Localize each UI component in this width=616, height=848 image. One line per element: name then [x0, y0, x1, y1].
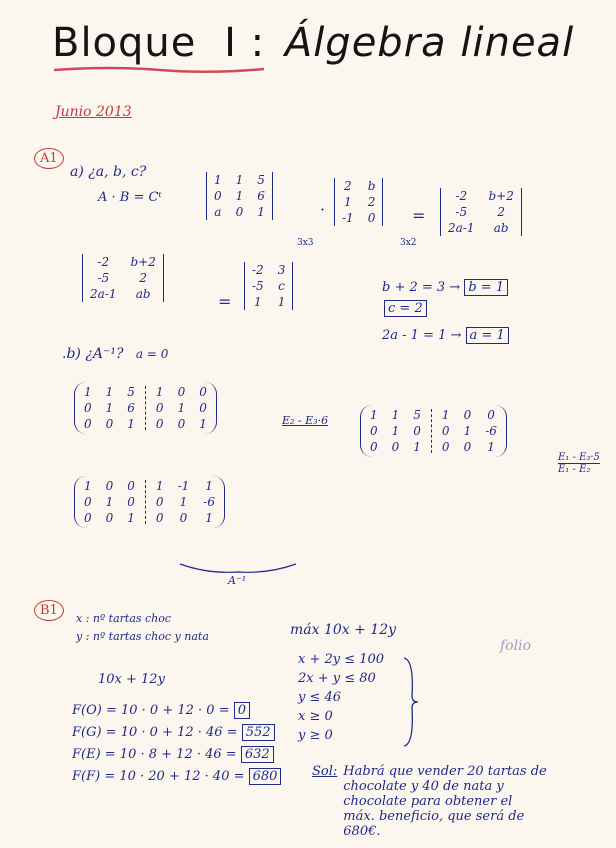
solution-line: máx. beneficio, que será de: [343, 809, 525, 824]
matrix-cell: 1: [84, 385, 92, 399]
matrix-cell: 0: [84, 417, 92, 431]
matrix-cell: 2: [367, 195, 376, 209]
matrix-cell: 1: [344, 195, 352, 209]
matrix-cell: 0: [155, 401, 164, 415]
matrix-row: [83, 286, 164, 302]
matrix-cell: 0: [235, 205, 244, 219]
session-label: Junio 2013: [55, 104, 132, 120]
matrix-row: [363, 407, 428, 423]
evaluations: [72, 700, 281, 788]
matrix-cell: -6: [203, 495, 215, 509]
dot-operator: ·: [320, 200, 326, 219]
title-colon: :: [250, 20, 266, 66]
matrix-cell: 0: [105, 479, 114, 493]
a1-question-b-text: .b) ¿A⁻¹?: [62, 346, 124, 362]
matrix-row: [77, 478, 142, 494]
matrix-cell: 0: [463, 408, 472, 422]
title-underline: [50, 64, 270, 74]
matrix-cell: 1: [370, 408, 378, 422]
evaluation-value: 0: [234, 702, 250, 719]
matrix-cell: 1: [413, 440, 421, 454]
evaluation-row: [72, 744, 281, 766]
row-op-2b: E₁ - E₂: [558, 464, 591, 475]
title-algebra: Álgebra lineal: [284, 20, 575, 66]
matrix-cell: 0: [155, 511, 164, 525]
matrix-row: [335, 194, 383, 210]
solution-c-box: c = 2: [384, 300, 427, 317]
matrix-result: [440, 188, 522, 236]
equals-1: =: [412, 206, 426, 225]
matrix-cell: 0: [370, 440, 378, 454]
matrix-cell: 0: [179, 511, 188, 525]
matrix-cell: 0: [214, 189, 222, 203]
evaluation-value: 680: [249, 768, 282, 785]
matrix-cell: b+2: [130, 255, 156, 269]
solution-a-box: a = 1: [466, 327, 509, 344]
matrix-cell: 1: [155, 479, 164, 493]
matrix-row: [435, 439, 504, 455]
matrix-cell: 1: [235, 189, 244, 203]
matrix-cell: 1: [257, 205, 265, 219]
matrix-cell: a: [214, 205, 222, 219]
matrix-row: [363, 423, 428, 439]
matrix-row: [77, 494, 142, 510]
matrix-cell: -1: [177, 479, 190, 493]
matrix-cell: 1: [105, 401, 114, 415]
row-op-2a: E₁ - E₃·5: [558, 452, 600, 463]
matrix-b: [334, 178, 383, 226]
solution-line: 680€.: [343, 824, 381, 839]
matrix-row: [335, 210, 383, 226]
matrix-row: [149, 510, 222, 526]
matrix-cell: -5: [97, 271, 110, 285]
matrix-cell: 1: [177, 401, 186, 415]
matrix-cell: 1: [254, 295, 262, 309]
title-bloque: Bloque: [52, 20, 197, 66]
matrix-cell: 1: [127, 511, 135, 525]
matrix-cell: -5: [455, 205, 468, 219]
matrix-cell: ab: [135, 287, 151, 301]
matrix-row: [149, 478, 222, 494]
constraint: y ≥ 0: [298, 728, 333, 743]
solution-b-expr: b + 2 = 3 →: [382, 280, 461, 295]
solution-text: [312, 764, 547, 839]
matrix-cell: 3: [277, 263, 286, 277]
a1-question-b-note: a = 0: [135, 347, 169, 361]
matrix-cell: -6: [485, 424, 497, 438]
matrix-row: [207, 204, 273, 220]
page-title: [52, 20, 574, 66]
constraint: 2x + y ≤ 80: [298, 671, 376, 686]
augmented-matrix-2: [360, 405, 507, 457]
var-x: x : nº tartas choc: [76, 612, 172, 625]
matrix-cell: 1: [391, 408, 400, 422]
function-expr: 10x + 12y: [98, 672, 165, 687]
matrix-cell: -2: [97, 255, 110, 269]
matrix-cell: 1: [277, 295, 286, 309]
matrix-b-size: 3x2: [400, 238, 417, 248]
row-op-1: E₂ - E₃·6: [282, 414, 329, 427]
solution-c: [384, 301, 427, 316]
matrix-cell: 0: [441, 440, 450, 454]
matrix-row: [335, 178, 383, 194]
inverse-label: A⁻¹: [228, 574, 247, 587]
matrix-cell: 2: [497, 205, 505, 219]
solution-line: Habrá que vender 20 tartas de: [343, 764, 547, 779]
matrix-cell: 2a-1: [448, 221, 475, 235]
evaluation-row: [72, 722, 281, 744]
matrix-cell: c: [278, 279, 285, 293]
matrix-row: [245, 262, 293, 278]
matrix-cell: 0: [84, 495, 92, 509]
matrix-cell: -2: [455, 189, 468, 203]
matrix-cell: 0: [127, 479, 135, 493]
matrix-cell: 0: [105, 417, 114, 431]
matrix-row: [435, 407, 504, 423]
evaluation-value: 552: [242, 724, 275, 741]
matrix-row: [245, 294, 293, 310]
matrix-cell: 6: [127, 401, 135, 415]
matrix-cell: b+2: [488, 189, 514, 203]
a1-equation: A · B = Cᵗ: [98, 190, 162, 205]
matrix-cell: 1: [441, 408, 450, 422]
matrix-cell: 0: [155, 417, 164, 431]
matrix-cell: 0: [199, 385, 207, 399]
a1-question-b: [62, 346, 168, 362]
augmented-matrix-1: [74, 382, 217, 434]
evaluation-expr: F(G) = 10 · 0 + 12 · 46 =: [72, 725, 238, 740]
constraint: y ≤ 46: [298, 690, 342, 705]
matrix-cell: 2: [139, 271, 147, 285]
matrix-cell: 2a-1: [90, 287, 117, 301]
matrix-cell: 0: [487, 408, 495, 422]
row-op-2: [558, 452, 600, 475]
solution-line: chocolate para obtener el: [343, 794, 513, 809]
matrix-cell: 1: [105, 495, 114, 509]
objective: máx 10x + 12y: [290, 622, 397, 638]
evaluation-expr: F(E) = 10 · 8 + 12 · 46 =: [72, 747, 237, 762]
constraint: x ≥ 0: [298, 709, 333, 724]
matrix-cell: 0: [199, 401, 207, 415]
title-numeral: I: [224, 20, 237, 66]
matrix-cell: 1: [205, 479, 213, 493]
a1-question-a: a) ¿a, b, c?: [70, 164, 147, 180]
matrix-cell: 1: [127, 417, 135, 431]
matrix-row: [149, 494, 222, 510]
matrix-row: [207, 172, 273, 188]
augmented-matrix-3: [74, 476, 225, 528]
matrix-cell: -2: [252, 263, 264, 277]
matrix-row: [435, 423, 504, 439]
matrix-cell: 1: [84, 479, 92, 493]
matrix-cell: 0: [391, 440, 400, 454]
evaluation-value: 632: [241, 746, 274, 763]
matrix-cell: ab: [493, 221, 509, 235]
matrix-row: [149, 416, 214, 432]
matrix-cell: 0: [127, 495, 135, 509]
evaluation-row: [72, 766, 281, 788]
evaluation-row: [72, 700, 281, 722]
matrix-cell: 0: [370, 424, 378, 438]
solution-line: chocolate y 40 de nata y: [343, 779, 504, 794]
b1-badge: B1: [34, 600, 64, 621]
solution-label: Sol:: [312, 764, 338, 779]
matrix-row: [83, 270, 164, 286]
constraints: [298, 650, 384, 745]
matrix-row: [441, 204, 522, 220]
matrix-a: [206, 172, 273, 220]
evaluation-expr: F(F) = 10 · 20 + 12 · 40 =: [72, 769, 245, 784]
matrix-row: [245, 278, 293, 294]
matrix-row: [77, 384, 142, 400]
matrix-cell: -5: [252, 279, 264, 293]
matrix-cell: 0: [177, 385, 186, 399]
matrix-cell: b: [367, 179, 376, 193]
matrix-cell: 1: [214, 173, 222, 187]
matrix-row: [77, 510, 142, 526]
matrix-ct: [244, 262, 293, 310]
a1-badge: A1: [34, 148, 64, 169]
matrix-cell: 2: [344, 179, 352, 193]
matrix-cell: 5: [127, 385, 135, 399]
matrix-cell: 0: [413, 424, 421, 438]
evaluation-expr: F(O) = 10 · 0 + 12 · 0 =: [72, 703, 230, 718]
matrix-cell: 0: [155, 495, 164, 509]
matrix-cell: -1: [342, 211, 354, 225]
matrix-cell: 1: [155, 385, 164, 399]
constraint: x + 2y ≤ 100: [298, 652, 385, 667]
matrix-cell: 1: [235, 173, 244, 187]
matrix-row: [83, 254, 164, 270]
folio-note: folio: [500, 638, 531, 654]
matrix-a-size: 3x3: [297, 238, 314, 248]
matrix-cell: 1: [199, 417, 207, 431]
matrix-cell: 1: [487, 440, 495, 454]
solution-lines: [343, 764, 546, 839]
equals-2: =: [218, 292, 232, 311]
matrix-cell: 5: [257, 173, 265, 187]
matrix-cell: 0: [105, 511, 114, 525]
matrix-row: [77, 416, 142, 432]
constraints-brace: [402, 656, 422, 748]
solution-a: [382, 328, 509, 343]
matrix-row: [77, 400, 142, 416]
matrix-cell: 0: [441, 424, 450, 438]
matrix-row: [441, 188, 522, 204]
solution-b: [382, 280, 508, 295]
matrix-cell: 1: [205, 511, 213, 525]
matrix-row: [441, 220, 522, 236]
matrix-cell: 0: [367, 211, 376, 225]
matrix-cell: 6: [257, 189, 265, 203]
solution-a-expr: 2a - 1 = 1 →: [382, 328, 462, 343]
matrix-cell: 0: [84, 401, 92, 415]
matrix-cell: 1: [105, 385, 114, 399]
matrix-row: [363, 439, 428, 455]
matrix-cell: 1: [391, 424, 400, 438]
matrix-cell: 1: [463, 424, 472, 438]
matrix-cell: 1: [179, 495, 188, 509]
matrix-result-2: [82, 254, 164, 302]
matrix-row: [149, 400, 214, 416]
var-y: y : nº tartas choc y nata: [76, 630, 209, 643]
solution-b-box: b = 1: [464, 279, 508, 296]
matrix-cell: 5: [413, 408, 421, 422]
matrix-cell: 0: [177, 417, 186, 431]
matrix-cell: 0: [463, 440, 472, 454]
matrix-row: [207, 188, 273, 204]
matrix-row: [149, 384, 214, 400]
matrix-cell: 0: [84, 511, 92, 525]
